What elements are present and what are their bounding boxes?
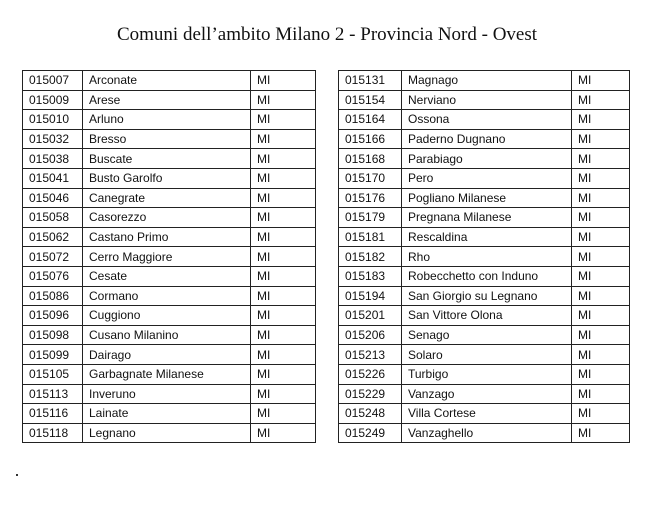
istat-code-cell: 015041 (23, 168, 83, 188)
comune-name-cell: Arese (83, 90, 251, 110)
province-cell: MI (572, 364, 630, 384)
istat-code-cell: 015038 (23, 149, 83, 169)
province-cell: MI (251, 286, 316, 306)
table-row (23, 90, 316, 110)
table-row (339, 110, 630, 130)
province-cell: MI (251, 306, 316, 326)
table-row (339, 266, 630, 286)
province-cell: MI (251, 208, 316, 228)
istat-code-cell: 015182 (339, 247, 402, 267)
table-row (23, 208, 316, 228)
istat-code-cell: 015166 (339, 129, 402, 149)
table-row (23, 423, 316, 443)
table-row (23, 149, 316, 169)
istat-code-cell: 015179 (339, 208, 402, 228)
province-cell: MI (572, 110, 630, 130)
province-cell: MI (572, 188, 630, 208)
table-row (23, 306, 316, 326)
table-row (23, 384, 316, 404)
province-cell: MI (251, 227, 316, 247)
istat-code-cell: 015046 (23, 188, 83, 208)
comune-name-cell: Garbagnate Milanese (83, 364, 251, 384)
istat-code-cell: 015206 (339, 325, 402, 345)
province-cell: MI (251, 129, 316, 149)
comune-name-cell: Cerro Maggiore (83, 247, 251, 267)
table-row (23, 168, 316, 188)
province-cell: MI (572, 149, 630, 169)
comune-name-cell: Turbigo (402, 364, 572, 384)
province-cell: MI (572, 404, 630, 424)
comune-name-cell: Casorezzo (83, 208, 251, 228)
table-row (339, 227, 630, 247)
istat-code-cell: 015086 (23, 286, 83, 306)
comune-name-cell: Rescaldina (402, 227, 572, 247)
comune-name-cell: Bresso (83, 129, 251, 149)
istat-code-cell: 015062 (23, 227, 83, 247)
comune-name-cell: Villa Cortese (402, 404, 572, 424)
table-row (339, 188, 630, 208)
province-cell: MI (572, 71, 630, 91)
table-row (23, 188, 316, 208)
istat-code-cell: 015096 (23, 306, 83, 326)
province-cell: MI (251, 90, 316, 110)
table-row (339, 149, 630, 169)
table-row (23, 266, 316, 286)
table-row (339, 129, 630, 149)
province-cell: MI (251, 423, 316, 443)
province-cell: MI (251, 247, 316, 267)
istat-code-cell: 015181 (339, 227, 402, 247)
comune-name-cell: Robecchetto con Induno (402, 266, 572, 286)
table-row (339, 364, 630, 384)
table-row (23, 345, 316, 365)
istat-code-cell: 015009 (23, 90, 83, 110)
comune-name-cell: Rho (402, 247, 572, 267)
table-row (23, 247, 316, 267)
istat-code-cell: 015248 (339, 404, 402, 424)
comune-name-cell: San Vittore Olona (402, 306, 572, 326)
comuni-table-left (22, 70, 316, 443)
comune-name-cell: Dairago (83, 345, 251, 365)
istat-code-cell: 015032 (23, 129, 83, 149)
istat-code-cell: 015183 (339, 266, 402, 286)
province-cell: MI (251, 266, 316, 286)
province-cell: MI (251, 345, 316, 365)
comune-name-cell: Pero (402, 168, 572, 188)
istat-code-cell: 015164 (339, 110, 402, 130)
table-row (23, 404, 316, 424)
table-row (339, 208, 630, 228)
comune-name-cell: Senago (402, 325, 572, 345)
istat-code-cell: 015058 (23, 208, 83, 228)
table-row (23, 325, 316, 345)
comune-name-cell: San Giorgio su Legnano (402, 286, 572, 306)
istat-code-cell: 015105 (23, 364, 83, 384)
province-cell: MI (251, 149, 316, 169)
comune-name-cell: Cuggiono (83, 306, 251, 326)
istat-code-cell: 015170 (339, 168, 402, 188)
istat-code-cell: 015194 (339, 286, 402, 306)
province-cell: MI (572, 266, 630, 286)
province-cell: MI (251, 110, 316, 130)
table-row (23, 286, 316, 306)
istat-code-cell: 015010 (23, 110, 83, 130)
istat-code-cell: 015168 (339, 149, 402, 169)
comune-name-cell: Paderno Dugnano (402, 129, 572, 149)
table-row (339, 90, 630, 110)
istat-code-cell: 015249 (339, 423, 402, 443)
province-cell: MI (572, 345, 630, 365)
comune-name-cell: Canegrate (83, 188, 251, 208)
province-cell: MI (251, 71, 316, 91)
istat-code-cell: 015007 (23, 71, 83, 91)
comune-name-cell: Arconate (83, 71, 251, 91)
table-row (23, 227, 316, 247)
province-cell: MI (251, 325, 316, 345)
comune-name-cell: Vanzaghello (402, 423, 572, 443)
istat-code-cell: 015099 (23, 345, 83, 365)
page-title: Comuni dell’ambito Milano 2 - Provincia Nord - Ovest (116, 24, 538, 45)
province-cell: MI (572, 208, 630, 228)
table-row (23, 129, 316, 149)
istat-code-cell: 015201 (339, 306, 402, 326)
comune-name-cell: Magnago (402, 71, 572, 91)
province-cell: MI (251, 364, 316, 384)
table-row (339, 247, 630, 267)
province-cell: MI (251, 168, 316, 188)
istat-code-cell: 015116 (23, 404, 83, 424)
istat-code-cell: 015098 (23, 325, 83, 345)
comune-name-cell: Pregnana Milanese (402, 208, 572, 228)
istat-code-cell: 015229 (339, 384, 402, 404)
comune-name-cell: Vanzago (402, 384, 572, 404)
province-cell: MI (572, 129, 630, 149)
comune-name-cell: Cusano Milanino (83, 325, 251, 345)
table-row (339, 71, 630, 91)
table-row (339, 423, 630, 443)
province-cell: MI (572, 168, 630, 188)
istat-code-cell: 015131 (339, 71, 402, 91)
province-cell: MI (572, 227, 630, 247)
comune-name-cell: Cormano (83, 286, 251, 306)
istat-code-cell: 015226 (339, 364, 402, 384)
province-cell: MI (572, 384, 630, 404)
istat-code-cell: 015176 (339, 188, 402, 208)
table-row (339, 384, 630, 404)
province-cell: MI (572, 325, 630, 345)
province-cell: MI (572, 247, 630, 267)
table-row (23, 71, 316, 91)
comune-name-cell: Parabiago (402, 149, 572, 169)
comune-name-cell: Inveruno (83, 384, 251, 404)
table-row (339, 306, 630, 326)
comune-name-cell: Legnano (83, 423, 251, 443)
province-cell: MI (572, 423, 630, 443)
province-cell: MI (251, 404, 316, 424)
table-row (339, 404, 630, 424)
province-cell: MI (572, 286, 630, 306)
comune-name-cell: Castano Primo (83, 227, 251, 247)
province-cell: MI (251, 384, 316, 404)
istat-code-cell: 015154 (339, 90, 402, 110)
province-cell: MI (572, 306, 630, 326)
table-row (23, 110, 316, 130)
comune-name-cell: Nerviano (402, 90, 572, 110)
istat-code-cell: 015076 (23, 266, 83, 286)
comuni-table-right (338, 70, 630, 443)
comune-name-cell: Buscate (83, 149, 251, 169)
comune-name-cell: Ossona (402, 110, 572, 130)
stray-dot (16, 474, 18, 476)
istat-code-cell: 015113 (23, 384, 83, 404)
table-row (339, 345, 630, 365)
comune-name-cell: Cesate (83, 266, 251, 286)
table-row (339, 325, 630, 345)
province-cell: MI (572, 90, 630, 110)
comune-name-cell: Solaro (402, 345, 572, 365)
table-row (339, 286, 630, 306)
province-cell: MI (251, 188, 316, 208)
comune-name-cell: Arluno (83, 110, 251, 130)
istat-code-cell: 015213 (339, 345, 402, 365)
comune-name-cell: Pogliano Milanese (402, 188, 572, 208)
istat-code-cell: 015118 (23, 423, 83, 443)
comune-name-cell: Busto Garolfo (83, 168, 251, 188)
istat-code-cell: 015072 (23, 247, 83, 267)
comune-name-cell: Lainate (83, 404, 251, 424)
table-row (339, 168, 630, 188)
table-row (23, 364, 316, 384)
